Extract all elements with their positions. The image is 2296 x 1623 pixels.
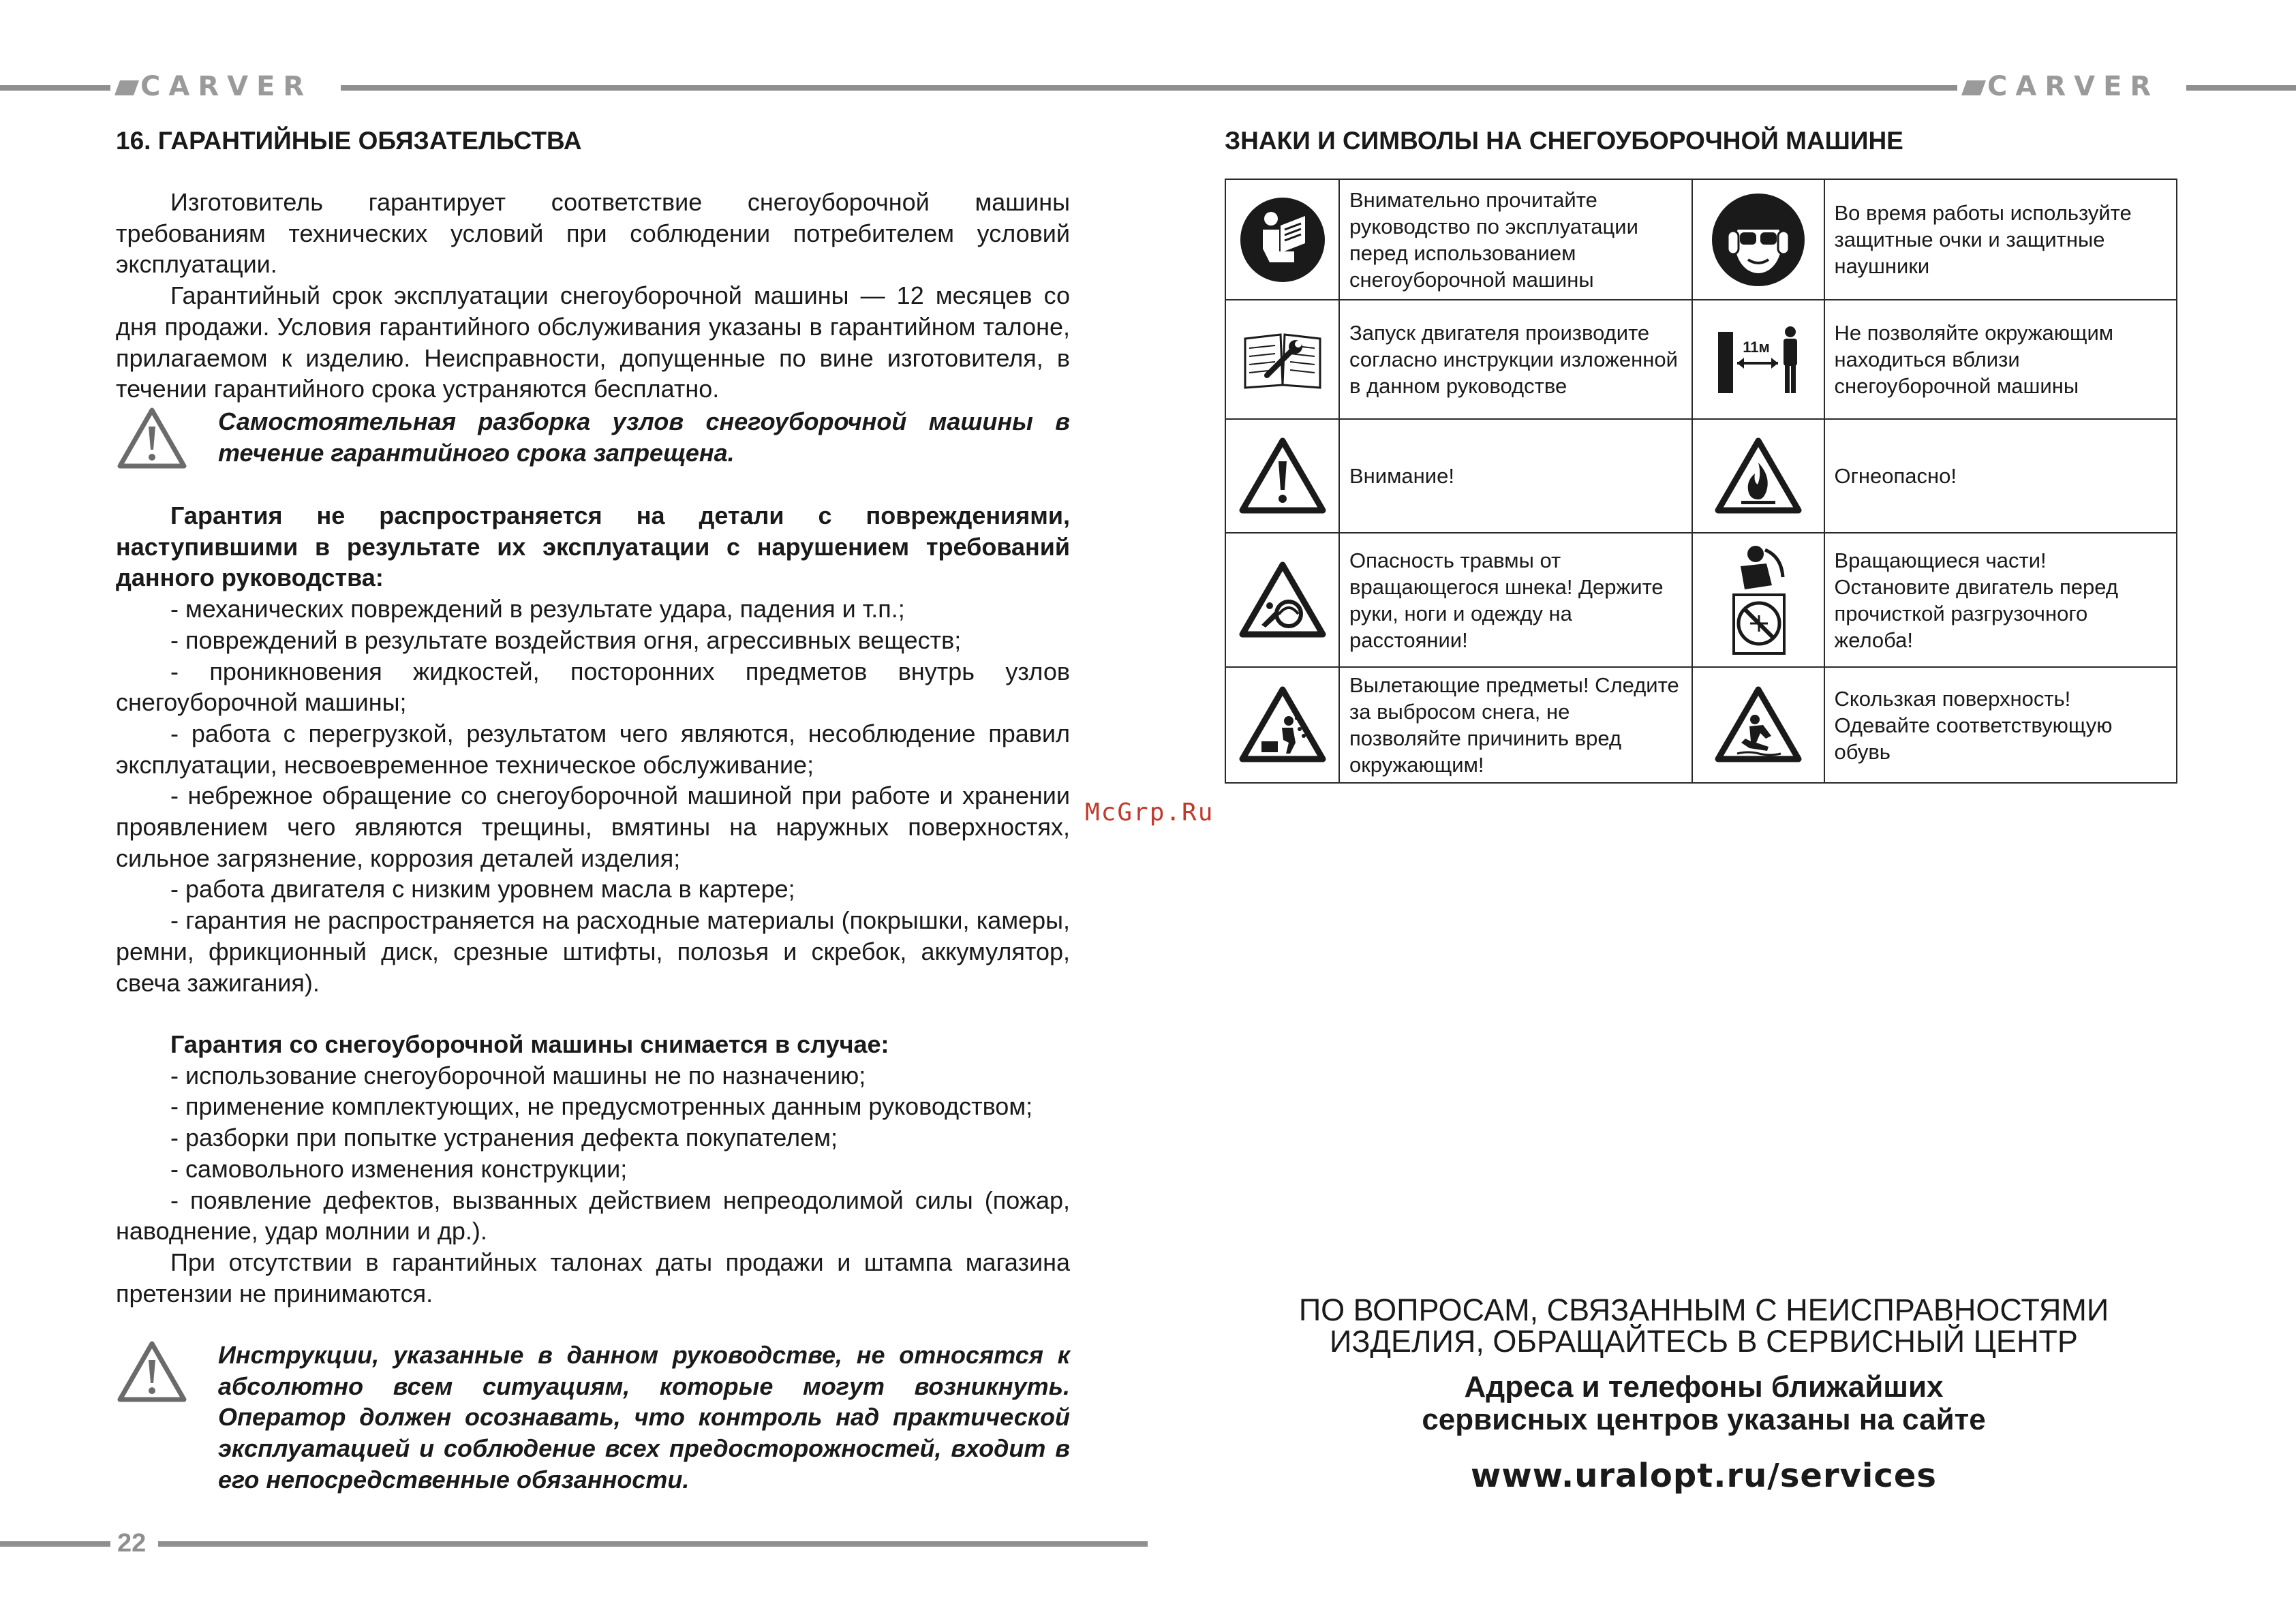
sign-icon-cell xyxy=(1692,179,1824,300)
revocation-block xyxy=(116,1029,1070,1309)
service-subheading xyxy=(1227,1371,2181,1436)
sign-icon-cell xyxy=(1692,667,1824,783)
service-url[interactable]: www.uralopt.ru/services xyxy=(1471,1457,1937,1495)
intro-paragraph: Гарантийный срок эксплуатации снегоуборочной машины — 12 месяцев со дня продажи. Условия гарантийного обслуживания указаны в гарантийном талоне, прилагаемом к изделию. Неисправности, допущенные по вине изготовителя, в течении гарантийного срока устраняются бесплатно. xyxy=(116,281,1070,403)
attention-icon xyxy=(1238,437,1327,516)
service-subheading-line: сервисных центров указаны на сайте xyxy=(1422,1403,1986,1436)
sign-text: Вылетающие предметы! Следите за выбросом снега, не позволяйте причинить вред окружающим! xyxy=(1339,667,1692,783)
table-row xyxy=(1225,533,2177,667)
exclusions-title: Гарантия не распространяется на детали с повреждениями, наступившими в результате их эксплуатации с нарушением требований данного руководства: xyxy=(116,501,1070,592)
header-rule-left xyxy=(0,85,110,91)
goggles-ear-protection-icon xyxy=(1710,191,1807,288)
warning-text: Самостоятельная разборка узлов снегоуборочной машины в течение гарантийного срока запрещена. xyxy=(218,407,1070,467)
list-item: - разборки при попытке устранения дефекта покупателем; xyxy=(170,1124,838,1152)
slippery-surface-icon xyxy=(1714,685,1803,764)
table-row xyxy=(1225,179,2177,300)
sign-text: Не позволяйте окружающим находиться вблизи снегоуборочной машины xyxy=(1824,300,2177,419)
list-item: - повреждений в результате воздействия огня, агрессивных веществ; xyxy=(170,625,962,654)
sign-icon-cell xyxy=(1225,300,1339,419)
sign-icon-cell xyxy=(1225,533,1339,667)
table-row xyxy=(1225,300,2177,419)
sign-text: Скользкая поверхность! Одевайте соответствующую обувь xyxy=(1824,667,2177,783)
manual-wrench-icon xyxy=(1240,329,1326,390)
header-rule-right xyxy=(2186,85,2296,91)
service-heading-line: ПО ВОПРОСАМ, СВЯЗАННЫМ С НЕИСПРАВНОСТЯМИ xyxy=(1298,1293,2109,1327)
intro-text xyxy=(116,187,1070,405)
list-item: - работа двигателя с низким уровнем масла в картере; xyxy=(170,875,795,903)
fire-hazard-icon xyxy=(1714,437,1803,516)
service-heading xyxy=(1227,1295,2181,1357)
read-manual-icon xyxy=(1238,196,1327,284)
warning-triangle-icon xyxy=(116,406,191,475)
list-item: - небрежное обращение со снегоуборочной машиной при работе и хранении проявлением чего являются трещины, вмятины на наружных поверхностях, сильное загрязнение, коррозия деталей изделия; xyxy=(116,782,1070,872)
warning-instructions xyxy=(116,1340,1070,1496)
intro-paragraph: Изготовитель гарантирует соответствие снегоуборочной машины требованиям технических условий при соблюдении потребителем условий эксплуатации. xyxy=(116,188,1070,279)
service-subheading-line: Адреса и телефоны ближайших xyxy=(1464,1370,1944,1404)
signs-table xyxy=(1225,179,2177,784)
warning-triangle-icon xyxy=(116,1340,191,1408)
list-item: - проникновения жидкостей, посторонних предметов внутрь узлов снегоуборочной машины; xyxy=(116,657,1070,717)
sign-text: Запуск двигателя производите согласно инструкции изложенной в данном руководстве xyxy=(1339,300,1692,419)
sign-icon-cell xyxy=(1225,419,1339,533)
sign-icon-cell xyxy=(1225,179,1339,300)
exclusions-block xyxy=(116,500,1070,998)
flying-objects-icon xyxy=(1238,685,1327,764)
sign-text: Внимательно прочитайте руководство по эксплуатации перед использованием снегоуборочной машины xyxy=(1339,179,1692,300)
footer-rule-left xyxy=(0,1541,110,1547)
signs-title: ЗНАКИ И СИМВОЛЫ НА СНЕГОУБОРОЧНОЙ МАШИНЕ xyxy=(1225,127,1903,155)
sign-text: Вращающиеся части! Остановите двигатель перед прочисткой разгрузочного желоба! xyxy=(1824,533,2177,667)
table-row xyxy=(1225,667,2177,783)
sign-text: Во время работы используйте защитные очки и защитные наушники xyxy=(1824,179,2177,300)
list-item: - использование снегоуборочной машины не по назначению; xyxy=(170,1061,866,1089)
distance-label: 11м xyxy=(1742,338,1770,356)
list-item: - гарантия не распространяется на расходные материалы (покрышки, камеры, ремни, фрикционный диск, срезные штифты, полозья и скребок, аккумулятор, свеча зажигания). xyxy=(116,906,1070,997)
page-number: 22 xyxy=(117,1529,147,1558)
list-item: - появление дефектов, вызванных действием непреодолимой силы (пожар, наводнение, удар молнии и др.). xyxy=(116,1186,1070,1246)
closing-paragraph: При отсутствии в гарантийных талонах даты продажи и штампа магазина претензии не принимаются. xyxy=(116,1248,1070,1308)
sign-icon-cell xyxy=(1692,533,1824,667)
list-item: - самовольного изменения конструкции; xyxy=(170,1154,628,1183)
service-heading-line: ИЗДЕЛИЯ, ОБРАЩАЙТЕСЬ В СЕРВИСНЫЙ ЦЕНТР xyxy=(1330,1324,2078,1359)
sign-text: Огнеопасно! xyxy=(1824,419,2177,533)
footer-rule-right xyxy=(158,1541,1148,1547)
table-row xyxy=(1225,419,2177,533)
warning-disassembly xyxy=(116,406,1070,475)
section-title: 16. ГАРАНТИЙНЫЕ ОБЯЗАТЕЛЬСТВА xyxy=(116,127,582,155)
header-rule-middle xyxy=(341,85,1957,91)
sign-text: Опасность травмы от вращающегося шнека! Держите руки, ноги и одежду на расстоянии! xyxy=(1339,533,1692,667)
list-item: - механических повреждений в результате удара, падения и т.п.; xyxy=(170,595,905,623)
sign-text: Внимание! xyxy=(1339,419,1692,533)
list-item: - работа с перегрузкой, результатом чего являются, несоблюдение правил эксплуатации, несвоевременное техническое обслуживание; xyxy=(116,719,1070,779)
sign-icon-cell xyxy=(1692,300,1824,419)
auger-hazard-icon xyxy=(1238,561,1327,640)
revocation-title: Гарантия со снегоуборочной машины снимается в случае: xyxy=(170,1030,889,1058)
brand-logo-right: CARVER xyxy=(1964,73,2159,100)
warning-text: Инструкции, указанные в данном руководстве, не относятся к абсолютно всем ситуациям, которые могут возникнуть. Оператор должен осознавать, что контроль над практической эксплуатацией и соблюдение всех предосторожностей, входит в его непосредственные обязанности. xyxy=(218,1341,1070,1494)
watermark: McGrp.Ru xyxy=(1085,799,1214,826)
sign-icon-cell xyxy=(1692,419,1824,533)
distance-11m-icon xyxy=(1714,322,1803,397)
rotating-parts-icon xyxy=(1724,540,1792,660)
list-item: - применение комплектующих, не предусмотренных данным руководством; xyxy=(170,1092,1033,1121)
sign-icon-cell xyxy=(1225,667,1339,783)
brand-logo-left: CARVER xyxy=(117,73,312,100)
